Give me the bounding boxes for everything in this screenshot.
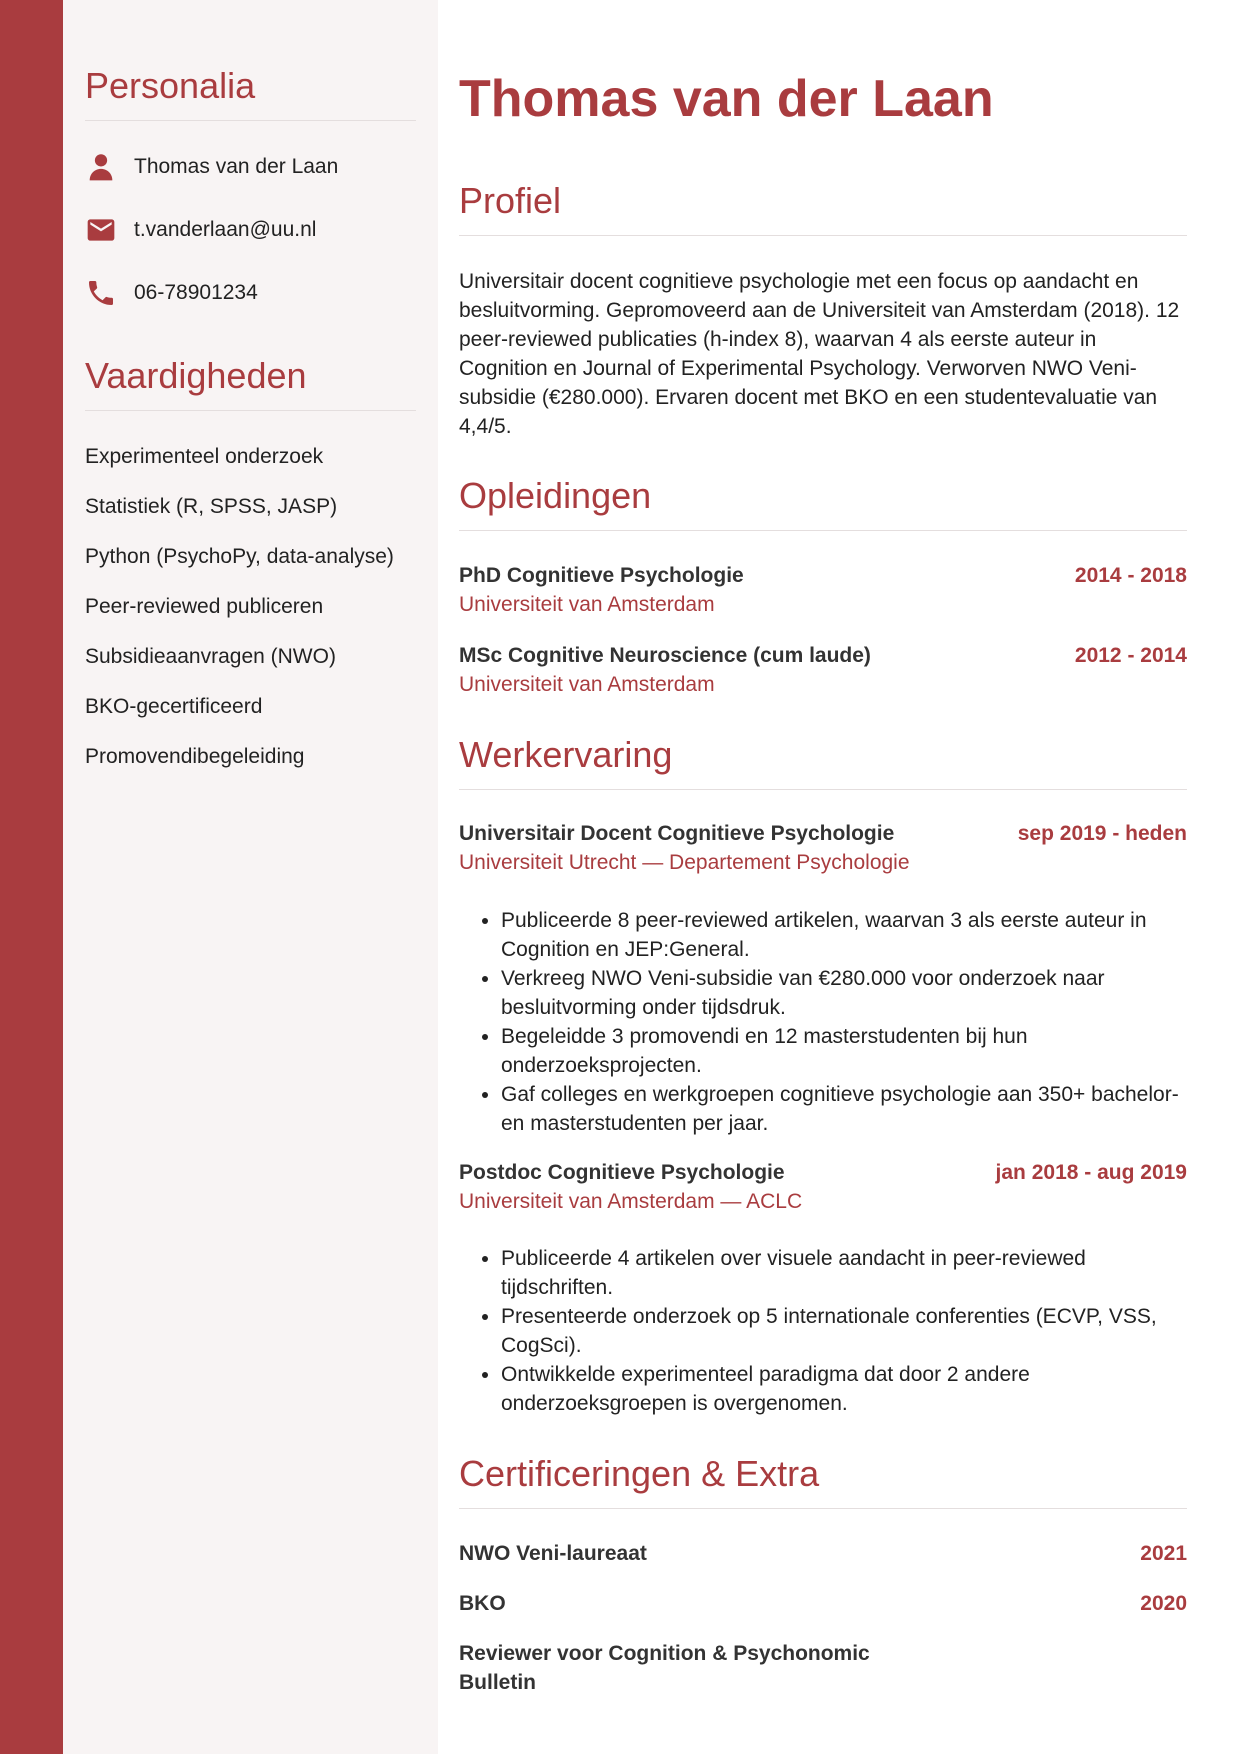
envelope-icon <box>85 214 117 246</box>
job-entry-header <box>459 819 1187 848</box>
skill-item: Python (PsychoPy, data-analyse) <box>85 545 394 568</box>
certifications-heading: Certificeringen & Extra <box>459 1450 1187 1509</box>
date-range: sep 2019 - heden <box>1017 822 1187 845</box>
education-heading: Opleidingen <box>459 472 1187 531</box>
certification-year: 2020 <box>1140 1592 1187 1615</box>
achievement-item: • Presenteerde onderzoek op 5 internationale conferenties (ECVP, VSS, CogSci). <box>501 1302 1187 1360</box>
certification-title: NWO Veni-laureaat <box>459 1542 647 1565</box>
achievement-item: • Begeleidde 3 promovendi en 12 masterstudenten bij hun onderzoeksprojecten. <box>501 1022 1187 1080</box>
date-range: 2012 - 2014 <box>1074 644 1187 667</box>
education-entry-header <box>459 561 1187 590</box>
contact-list <box>85 135 416 324</box>
phone-icon <box>85 277 117 309</box>
degree-title: PhD Cognitieve Psychologie <box>459 564 744 587</box>
institution: Universiteit van Amsterdam <box>459 673 715 696</box>
employer: Universiteit van Amsterdam — ACLC <box>459 1190 803 1213</box>
date-range: jan 2018 - aug 2019 <box>995 1161 1187 1184</box>
job-entry <box>459 819 1187 1138</box>
contact-name-text: Thomas van der Laan <box>134 155 339 178</box>
contact-email-text[interactable]: t.vanderlaan@uu.nl <box>134 218 317 241</box>
achievement-item: • Verkreeg NWO Veni-subsidie van €280.000 voor onderzoek naar besluitvorming onder tijdsdruk. <box>501 964 1187 1022</box>
job-entry-header <box>459 1158 1187 1187</box>
certification-title: Reviewer voor Cognition & Psychonomic Bulletin <box>459 1642 870 1694</box>
employer: Universiteit Utrecht — Departement Psychologie <box>459 851 910 874</box>
achievement-list <box>459 1244 1187 1418</box>
skill-item: Statistiek (R, SPSS, JASP) <box>85 495 338 518</box>
date-range: 2014 - 2018 <box>1074 564 1187 587</box>
contact-name <box>85 135 416 198</box>
education-entry-header <box>459 641 1187 670</box>
skills-list <box>85 432 416 782</box>
education-entry <box>459 641 1187 699</box>
contact-phone-text[interactable]: 06-78901234 <box>134 281 258 304</box>
certification-entry <box>459 1639 1187 1697</box>
achievement-item: • Ontwikkelde experimenteel paradigma dat door 2 andere onderzoeksgroepen is overgenomen. <box>501 1360 1187 1418</box>
skill-item: Experimenteel onderzoek <box>85 445 324 468</box>
achievement-item: • Publiceerde 4 artikelen over visuele aandacht in peer-reviewed tijdschriften. <box>501 1244 1187 1302</box>
certification-title: BKO <box>459 1592 506 1615</box>
experience-heading: Werkervaring <box>459 731 1187 790</box>
skills-heading: Vaardigheden <box>85 352 416 411</box>
job-entry <box>459 1158 1187 1418</box>
certification-entry <box>459 1539 1187 1568</box>
job-title: Postdoc Cognitieve Psychologie <box>459 1161 785 1184</box>
profile-heading: Profiel <box>459 177 1187 236</box>
main-content <box>459 0 1187 1697</box>
accent-stripe <box>0 0 63 1754</box>
skill-item: Subsidieaanvragen (NWO) <box>85 645 336 668</box>
job-title: Universitair Docent Cognitieve Psychologie <box>459 822 895 845</box>
degree-title: MSc Cognitive Neuroscience (cum laude) <box>459 644 871 667</box>
education-entry <box>459 561 1187 619</box>
institution: Universiteit van Amsterdam <box>459 593 715 616</box>
sidebar <box>63 0 438 1754</box>
skill-item: Promovendibegeleiding <box>85 745 305 768</box>
contact-phone[interactable] <box>85 261 416 324</box>
achievement-item: • Publiceerde 8 peer-reviewed artikelen, waarvan 3 als eerste auteur in Cognition en JEP:General. <box>501 906 1187 964</box>
profile-text: Universitair docent cognitieve psychologie met een focus op aandacht en besluitvorming. Gepromoveerd aan de Universiteit van Amsterdam (2018). 12 peer-reviewed publicaties (h-index 8), waarvan 4 als eerste auteur in Cognition en Journal of Experimental Psychology. Verworven NWO Veni-subsidie (€280.000). Ervaren docent met BKO en een studentevaluatie van 4,4/5. <box>459 270 1180 438</box>
achievement-item: • Gaf colleges en werkgroepen cognitieve psychologie aan 350+ bachelor- en masterstudenten per jaar. <box>501 1080 1187 1138</box>
achievement-list <box>459 906 1187 1138</box>
user-icon <box>85 151 117 183</box>
candidate-name: Thomas van der Laan <box>459 70 994 128</box>
skill-item: BKO-gecertificeerd <box>85 695 263 718</box>
certification-entry <box>459 1589 1187 1618</box>
certification-year: 2021 <box>1140 1542 1187 1565</box>
personalia-heading: Personalia <box>85 62 416 121</box>
skill-item: Peer-reviewed publiceren <box>85 595 324 618</box>
contact-email[interactable] <box>85 198 416 261</box>
